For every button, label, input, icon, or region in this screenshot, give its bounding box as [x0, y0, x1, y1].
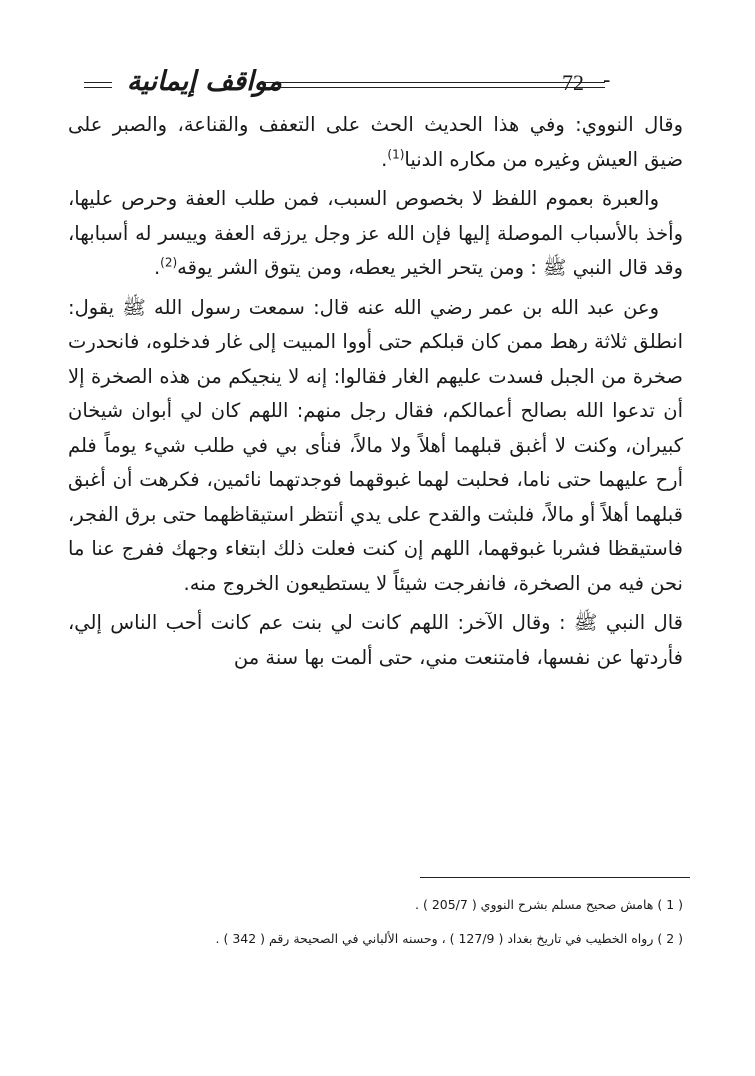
footnote-ref-2: (2)	[160, 255, 178, 270]
footnote-separator	[420, 877, 690, 878]
paragraph-4: قال النبي ﷺ : وقال الآخر: اللهم كانت لي بنت عم كانت أحب الناس إلي، فأردتها عن نفسها، فامتنعت مني، حتى ألمت بها سنة من	[68, 611, 683, 669]
footnotes	[68, 888, 683, 956]
page-number: 72	[562, 70, 584, 95]
header-rule-left	[84, 82, 112, 88]
page-body	[68, 108, 683, 675]
paragraph-3: وعن عبد الله بن عمر رضي الله عنه قال: سمعت رسول الله ﷺ يقول: انطلق ثلاثة رهط ممن كان قبلكم حتى أووا المبيت إلى غار فدخلوه، فانحدرت صخرة من الجبل فسدت عليهم الغار فقالوا: إنه لا ينجيكم من هذه الصخرة إلا أن تدعوا الله بصالح أعمالكم، فقال رجل منهم: اللهم كان لي أبوان شيخان كبيران، وكنت لا أغبق قبلهما أهلاً ولا مالاً، فنأى بي في طلب شيء يوماً فلم أرح عليهما حتى ناما، فحلبت لهما غبوقهما فوجدتهما نائمين، فكرهت أن أغبق قبلهما أهلاً أو مالاً، فلبثت والقدح على يدي أنتظر استيقاظهما حتى برق الفجر، فاستيقظا فشربا غبوقهما، اللهم إن كنت فعلت ذلك ابتغاء وجهك ففرج عنا ما نحن فيه من الصخرة، فانفرجت شيئاً لا يستطيعون الخروج منه.	[68, 295, 683, 595]
paragraph-2: والعبرة بعموم اللفظ لا بخصوص السبب، فمن طلب العفة وحرص عليها، وأخذ بالأسباب الموصلة إليها فإن الله عز وجل يرزقه العفة وييسر له أسبابها، وقد قال النبي ﷺ : ومن يتحر الخير يعطه، ومن يتوق الشر يوقه$^{(2)}$.	[68, 187, 683, 279]
footnote-1: ( 1 ) هامش صحيح مسلم بشرح النووي ( 205/7 ) .	[415, 897, 683, 912]
footnote-2: ( 2 ) رواه الخطيب في تاريخ بغداد ( 127/9 ) ، وحسنه الألباني في الصحيحة رقم ( 342 ) .	[215, 931, 683, 946]
paragraph-1: وقال النووي: وفي هذا الحديث الحث على التعفف والقناعة، والصبر على ضيق العيش وغيره من مكاره الدنيا$^{(1)}$.	[68, 113, 683, 171]
running-title: مواقف إيمانية	[126, 66, 282, 97]
page-header	[84, 64, 634, 108]
header-rule-middle	[259, 82, 605, 88]
footnote-ref-1: (1)	[387, 147, 405, 161]
header-separator-mark: -	[603, 68, 611, 93]
